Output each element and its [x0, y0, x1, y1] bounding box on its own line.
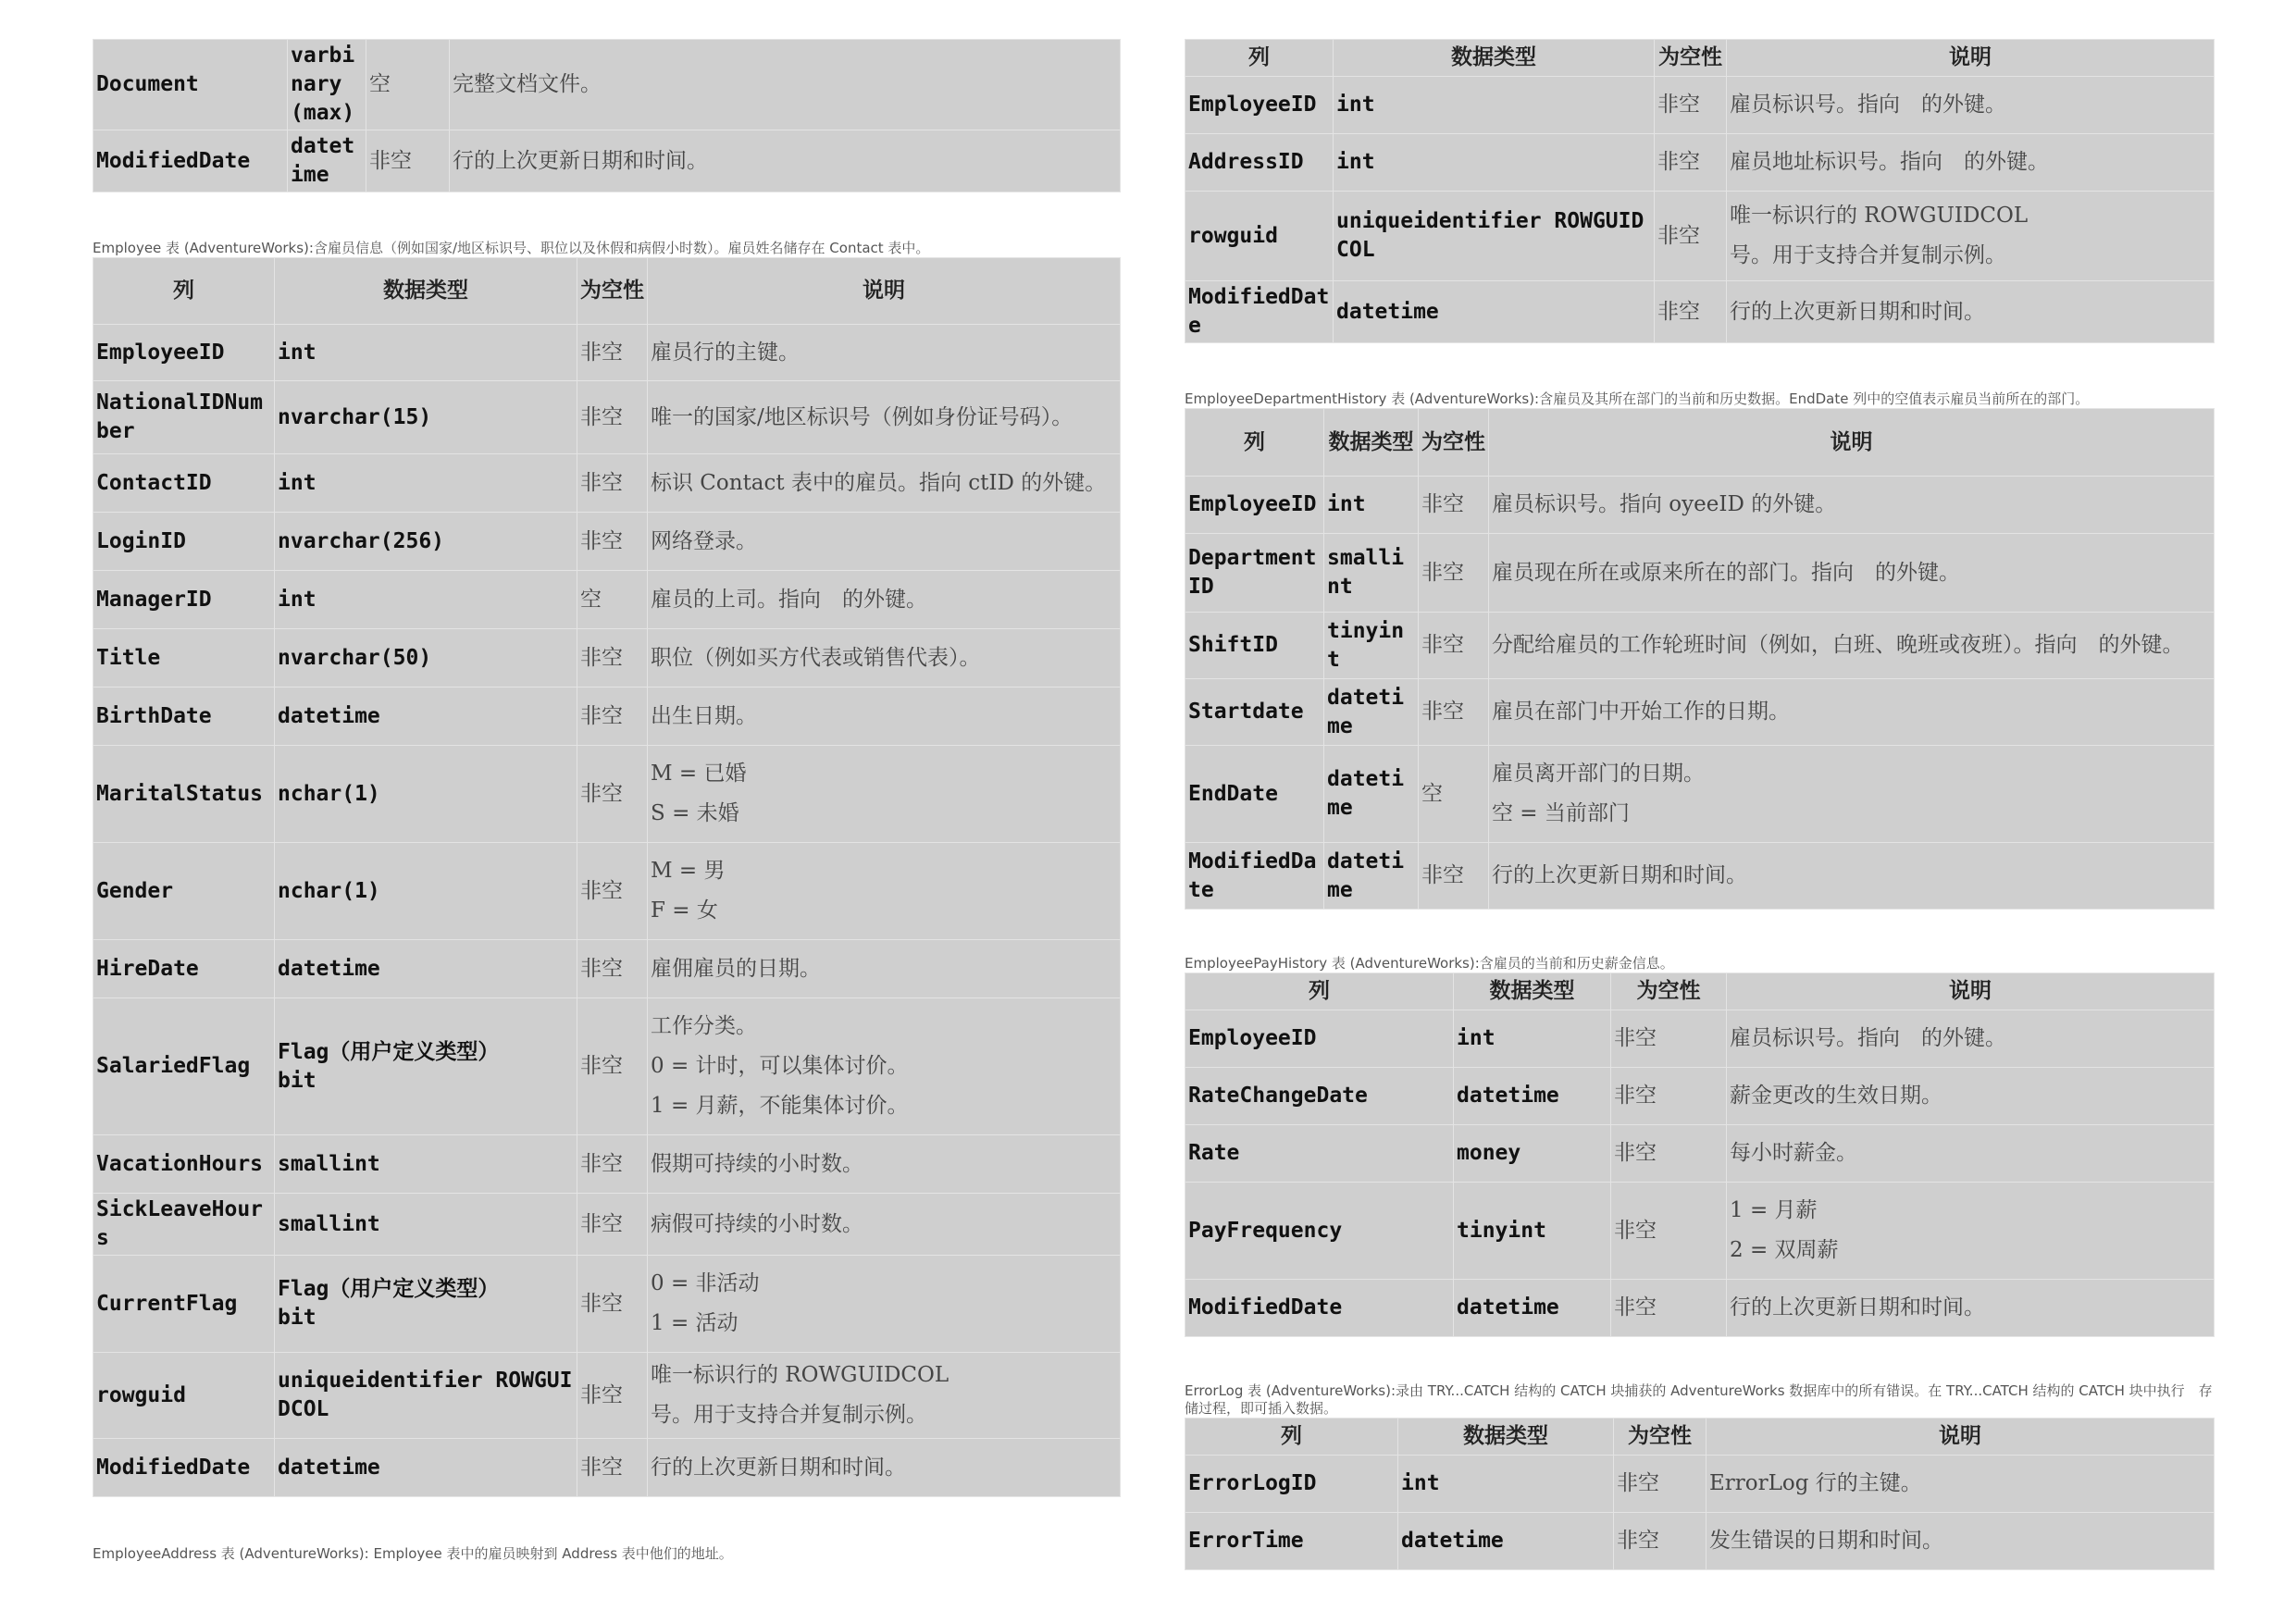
table-row — [1185, 843, 2215, 910]
cell-line: Flag（用户定义类型） — [278, 1039, 500, 1064]
column-name-cell: VacationHours — [93, 1135, 275, 1194]
table-row — [93, 629, 1121, 688]
description-cell: 雇员标识号。指向 的外键。 — [1727, 1010, 2215, 1068]
data-type-cell: uniqueidentifier ROWGUIDCOL — [1334, 192, 1655, 281]
column-header: 说明 — [1489, 409, 2215, 477]
description-cell: 标识 Contact 表中的雇员。指向 ctID 的外键。 — [648, 454, 1121, 513]
description-cell: 雇佣雇员的日期。 — [648, 940, 1121, 998]
cell-line: 号。用于支持合并复制示例。 — [651, 1403, 927, 1427]
nullability-cell: 非空 — [1611, 1125, 1727, 1183]
column-name-cell: SalariedFlag — [93, 998, 275, 1135]
data-type-cell: int — [1454, 1010, 1611, 1068]
column-name-cell: Rate — [1185, 1125, 1454, 1183]
column-name-cell: Title — [93, 629, 275, 688]
nullability-cell: 非空 — [577, 1439, 648, 1497]
data-type-cell: int — [275, 454, 577, 513]
description-cell — [648, 1256, 1121, 1353]
nullability-cell: 非空 — [577, 746, 648, 843]
data-type-cell: datetime — [1334, 281, 1655, 343]
column-header: 说明 — [1706, 1419, 2215, 1456]
table-row — [93, 1439, 1121, 1497]
cell-line: 空 = 当前部门 — [1492, 801, 1630, 825]
header-row — [1185, 40, 2215, 77]
table-row — [1185, 1068, 2215, 1125]
nullability-cell: 非空 — [577, 1256, 648, 1353]
table-row — [93, 1194, 1121, 1256]
data-type-cell: nchar(1) — [275, 746, 577, 843]
column-header: 说明 — [648, 258, 1121, 325]
pay-history-caption: EmployeePayHistory 表 (AdventureWorks):含雇员的当前和历史薪金信息。 — [1185, 955, 1674, 972]
nullability-cell: 非空 — [577, 1135, 648, 1194]
description-cell: 雇员在部门中开始工作的日期。 — [1489, 679, 2215, 746]
column-name-cell: AddressID — [1185, 134, 1334, 192]
column-name-cell: EmployeeID — [1185, 1010, 1454, 1068]
column-name-cell: LoginID — [93, 513, 275, 571]
table-row — [93, 130, 1121, 192]
table-row — [93, 940, 1121, 998]
cell-line: M = 已婚 — [651, 762, 747, 786]
cell-line: bit — [278, 1068, 316, 1093]
nullability-cell: 非空 — [577, 688, 648, 746]
nullability-cell: 非空 — [1419, 534, 1489, 613]
data-type-cell — [275, 1256, 577, 1353]
nullability-cell: 非空 — [577, 454, 648, 513]
left-column — [93, 39, 1120, 1563]
table-row — [1185, 77, 2215, 134]
column-name-cell: CurrentFlag — [93, 1256, 275, 1353]
cell-line: 号。用于支持合并复制示例。 — [1730, 243, 2006, 267]
description-cell: 行的上次更新日期和时间。 — [1727, 1280, 2215, 1337]
cell-line: 雇员离开部门的日期。 — [1492, 762, 1705, 786]
column-header: 列 — [1185, 1419, 1398, 1456]
column-name-cell: ModifiedDate — [93, 130, 288, 192]
cell-line: 1 = 月薪，不能集体讨价。 — [651, 1094, 909, 1118]
header-row — [93, 258, 1121, 325]
column-name-cell: ErrorLogID — [1185, 1456, 1398, 1513]
table-row — [93, 325, 1121, 381]
column-name-cell: SickLeaveHours — [93, 1194, 275, 1256]
nullability-cell: 非空 — [577, 325, 648, 381]
column-header: 数据类型 — [275, 258, 577, 325]
cell-line: F = 女 — [651, 898, 718, 923]
description-cell: 网络登录。 — [648, 513, 1121, 571]
data-type-cell: int — [275, 571, 577, 629]
nullability-cell: 非空 — [577, 629, 648, 688]
column-name-cell: ModifiedDate — [1185, 281, 1334, 343]
cell-line: 工作分类。 — [651, 1014, 757, 1038]
column-name-cell: ModifiedDate — [93, 1439, 275, 1497]
nullability-cell: 非空 — [1611, 1183, 1727, 1280]
cell-line: 唯一标识行的 ROWGUIDCOL — [651, 1363, 949, 1387]
nullability-cell: 非空 — [577, 843, 648, 940]
description-cell: 出生日期。 — [648, 688, 1121, 746]
description-cell: 行的上次更新日期和时间。 — [1727, 281, 2215, 343]
description-cell: 行的上次更新日期和时间。 — [648, 1439, 1121, 1497]
cell-line: bit — [278, 1306, 316, 1330]
description-cell: 职位（例如买方代表或销售代表）。 — [648, 629, 1121, 688]
table-row — [93, 381, 1121, 454]
data-type-cell: datetime — [1324, 746, 1419, 843]
description-cell: 雇员标识号。指向 oyeeID 的外键。 — [1489, 477, 2215, 534]
nullability-cell: 非空 — [1655, 192, 1727, 281]
column-header: 为空性 — [1614, 1419, 1706, 1456]
nullability-cell: 非空 — [366, 130, 450, 192]
table-row — [93, 454, 1121, 513]
table-row — [93, 688, 1121, 746]
column-header: 为空性 — [1655, 40, 1727, 77]
cell-line: 唯一标识行的 ROWGUIDCOL — [1730, 204, 2029, 228]
column-name-cell: EmployeeID — [1185, 477, 1324, 534]
table-row — [93, 571, 1121, 629]
column-name-cell: ShiftID — [1185, 613, 1324, 679]
table-row — [1185, 192, 2215, 281]
employee-address-caption: EmployeeAddress 表 (AdventureWorks): Employee 表中的雇员映射到 Address 表中他们的地址。 — [93, 1545, 733, 1562]
table-row — [93, 746, 1121, 843]
cell-line: 0 = 非活动 — [651, 1271, 760, 1295]
data-type-cell: money — [1454, 1125, 1611, 1183]
table-row — [93, 40, 1121, 130]
column-name-cell: Document — [93, 40, 288, 130]
column-name-cell: rowguid — [1185, 192, 1334, 281]
nullability-cell: 非空 — [1419, 679, 1489, 746]
data-type-cell: int — [1324, 477, 1419, 534]
column-header: 为空性 — [1611, 973, 1727, 1010]
data-type-cell: tinyint — [1454, 1183, 1611, 1280]
description-cell — [648, 998, 1121, 1135]
data-type-cell: int — [1334, 134, 1655, 192]
header-row — [1185, 1419, 2215, 1456]
data-type-cell: nvarchar(256) — [275, 513, 577, 571]
column-name-cell: Startdate — [1185, 679, 1324, 746]
column-name-cell: Gender — [93, 843, 275, 940]
data-type-cell: smallint — [1324, 534, 1419, 613]
cell-line: 2 = 双周薪 — [1730, 1238, 1839, 1262]
description-cell: 行的上次更新日期和时间。 — [1489, 843, 2215, 910]
table-row — [1185, 281, 2215, 343]
description-cell: 行的上次更新日期和时间。 — [450, 130, 1121, 192]
data-type-cell: datetime — [1324, 679, 1419, 746]
description-cell: 每小时薪金。 — [1727, 1125, 2215, 1183]
column-name-cell: HireDate — [93, 940, 275, 998]
data-type-cell: datetime — [1324, 843, 1419, 910]
description-cell — [648, 843, 1121, 940]
description-cell — [1727, 1183, 2215, 1280]
nullability-cell: 空 — [366, 40, 450, 130]
column-name-cell: PayFrequency — [1185, 1183, 1454, 1280]
table-row — [1185, 746, 2215, 843]
data-type-cell: datetime — [275, 1439, 577, 1497]
column-name-cell: NationalIDNumber — [93, 381, 275, 454]
column-name-cell: MaritalStatus — [93, 746, 275, 843]
employee-table — [93, 257, 1121, 1497]
table-row — [1185, 134, 2215, 192]
nullability-cell: 非空 — [577, 381, 648, 454]
table-row — [1185, 1183, 2215, 1280]
nullability-cell: 非空 — [1614, 1456, 1706, 1513]
column-header: 说明 — [1727, 40, 2215, 77]
header-row — [1185, 973, 2215, 1010]
column-header: 说明 — [1727, 973, 2215, 1010]
table-row — [1185, 1513, 2215, 1570]
table-row — [1185, 679, 2215, 746]
description-cell: 假期可持续的小时数。 — [648, 1135, 1121, 1194]
column-header: 列 — [93, 258, 275, 325]
nullability-cell: 非空 — [1611, 1010, 1727, 1068]
error-log-table — [1185, 1418, 2215, 1570]
column-name-cell: EmployeeID — [1185, 77, 1334, 134]
column-name-cell: rowguid — [93, 1353, 275, 1439]
column-header: 列 — [1185, 40, 1334, 77]
nullability-cell: 非空 — [1614, 1513, 1706, 1570]
data-type-cell: nvarchar(15) — [275, 381, 577, 454]
description-cell: 雇员标识号。指向 的外键。 — [1727, 77, 2215, 134]
data-type-cell: datetime — [275, 940, 577, 998]
table-row — [93, 843, 1121, 940]
right-column — [1185, 39, 2214, 1570]
description-cell: 完整文档文件。 — [450, 40, 1121, 130]
table-row — [1185, 1125, 2215, 1183]
data-type-cell: smallint — [275, 1194, 577, 1256]
description-cell: 雇员现在所在或原来所在的部门。指向 的外键。 — [1489, 534, 2215, 613]
nullability-cell: 非空 — [577, 998, 648, 1135]
data-type-cell: tinyint — [1324, 613, 1419, 679]
employee-address-table — [1185, 39, 2215, 343]
column-name-cell: DepartmentID — [1185, 534, 1324, 613]
nullability-cell: 空 — [1419, 746, 1489, 843]
description-cell: 病假可持续的小时数。 — [648, 1194, 1121, 1256]
description-cell — [648, 1353, 1121, 1439]
column-header: 数据类型 — [1454, 973, 1611, 1010]
nullability-cell: 非空 — [1419, 843, 1489, 910]
nullability-cell: 非空 — [577, 1353, 648, 1439]
data-type-cell: varbinary(max) — [288, 40, 366, 130]
table-row — [1185, 477, 2215, 534]
header-row — [1185, 409, 2215, 477]
error-log-caption: ErrorLog 表 (AdventureWorks):录由 TRY...CATCH 结构的 CATCH 块捕获的 AdventureWorks 数据库中的所有错误。在 TRY...CATCH 结构的 CATCH 块中执行 存储过程，即可插入数据。 — [1185, 1382, 2213, 1417]
data-type-cell: datetime — [1398, 1513, 1614, 1570]
document-table-continued — [93, 39, 1121, 192]
data-type-cell — [275, 998, 577, 1135]
cell-line: 1 = 月薪 — [1730, 1198, 1818, 1222]
table-row — [1185, 1456, 2215, 1513]
description-cell — [1489, 746, 2215, 843]
description-cell: 雇员的上司。指向 的外键。 — [648, 571, 1121, 629]
column-name-cell: ModifiedDate — [1185, 1280, 1454, 1337]
table-row — [93, 1256, 1121, 1353]
description-cell: 分配给雇员的工作轮班时间（例如，白班、晚班或夜班）。指向 的外键。 — [1489, 613, 2215, 679]
data-type-cell: datetime — [288, 130, 366, 192]
table-row — [93, 1353, 1121, 1439]
cell-line: Flag（用户定义类型） — [278, 1277, 500, 1301]
description-cell: 雇员地址标识号。指向 的外键。 — [1727, 134, 2215, 192]
nullability-cell: 非空 — [1655, 281, 1727, 343]
data-type-cell: int — [1398, 1456, 1614, 1513]
table-row — [93, 513, 1121, 571]
column-name-cell: ContactID — [93, 454, 275, 513]
description-cell: 唯一的国家/地区标识号（例如身份证号码）。 — [648, 381, 1121, 454]
column-header: 为空性 — [577, 258, 648, 325]
nullability-cell: 非空 — [1611, 1068, 1727, 1125]
data-type-cell: datetime — [1454, 1068, 1611, 1125]
nullability-cell: 非空 — [1419, 613, 1489, 679]
column-name-cell: RateChangeDate — [1185, 1068, 1454, 1125]
department-history-table — [1185, 408, 2215, 910]
data-type-cell: datetime — [1454, 1280, 1611, 1337]
table-row — [1185, 1010, 2215, 1068]
data-type-cell: smallint — [275, 1135, 577, 1194]
column-name-cell: ErrorTime — [1185, 1513, 1398, 1570]
cell-line: M = 男 — [651, 859, 726, 883]
data-type-cell: int — [275, 325, 577, 381]
nullability-cell: 非空 — [1655, 77, 1727, 134]
data-type-cell: uniqueidentifier ROWGUIDCOL — [275, 1353, 577, 1439]
nullability-cell: 非空 — [577, 940, 648, 998]
column-header: 数据类型 — [1334, 40, 1655, 77]
cell-line: 1 = 活动 — [651, 1311, 738, 1335]
table-row — [1185, 613, 2215, 679]
nullability-cell: 非空 — [1611, 1280, 1727, 1337]
data-type-cell: nvarchar(50) — [275, 629, 577, 688]
department-history-caption: EmployeeDepartmentHistory 表 (AdventureWorks):含雇员及其所在部门的当前和历史数据。EndDate 列中的空值表示雇员当前所在的部门。 — [1185, 390, 2090, 407]
description-cell: ErrorLog 行的主键。 — [1706, 1456, 2215, 1513]
description-cell — [1727, 192, 2215, 281]
column-name-cell: BirthDate — [93, 688, 275, 746]
data-type-cell: int — [1334, 77, 1655, 134]
column-header: 数据类型 — [1324, 409, 1419, 477]
table-row — [93, 998, 1121, 1135]
data-type-cell: datetime — [275, 688, 577, 746]
nullability-cell: 空 — [577, 571, 648, 629]
description-cell: 雇员行的主键。 — [648, 325, 1121, 381]
description-cell: 薪金更改的生效日期。 — [1727, 1068, 2215, 1125]
description-cell — [648, 746, 1121, 843]
employee-table-caption: Employee 表 (AdventureWorks):含雇员信息（例如国家/地区标识号、职位以及休假和病假小时数）。雇员姓名储存在 Contact 表中。 — [93, 240, 930, 256]
column-header: 列 — [1185, 409, 1324, 477]
description-cell: 发生错误的日期和时间。 — [1706, 1513, 2215, 1570]
column-header: 为空性 — [1419, 409, 1489, 477]
cell-line: S = 未婚 — [651, 801, 739, 825]
column-name-cell: ModifiedDate — [1185, 843, 1324, 910]
nullability-cell: 非空 — [577, 513, 648, 571]
column-header: 列 — [1185, 973, 1454, 1010]
column-name-cell: EndDate — [1185, 746, 1324, 843]
pay-history-table — [1185, 973, 2215, 1337]
cell-line: 0 = 计时，可以集体讨价。 — [651, 1054, 909, 1078]
nullability-cell: 非空 — [577, 1194, 648, 1256]
nullability-cell: 非空 — [1655, 134, 1727, 192]
column-name-cell: ManagerID — [93, 571, 275, 629]
table-row — [93, 1135, 1121, 1194]
table-row — [1185, 1280, 2215, 1337]
column-header: 数据类型 — [1398, 1419, 1614, 1456]
table-row — [1185, 534, 2215, 613]
data-type-cell: nchar(1) — [275, 843, 577, 940]
nullability-cell: 非空 — [1419, 477, 1489, 534]
column-name-cell: EmployeeID — [93, 325, 275, 381]
